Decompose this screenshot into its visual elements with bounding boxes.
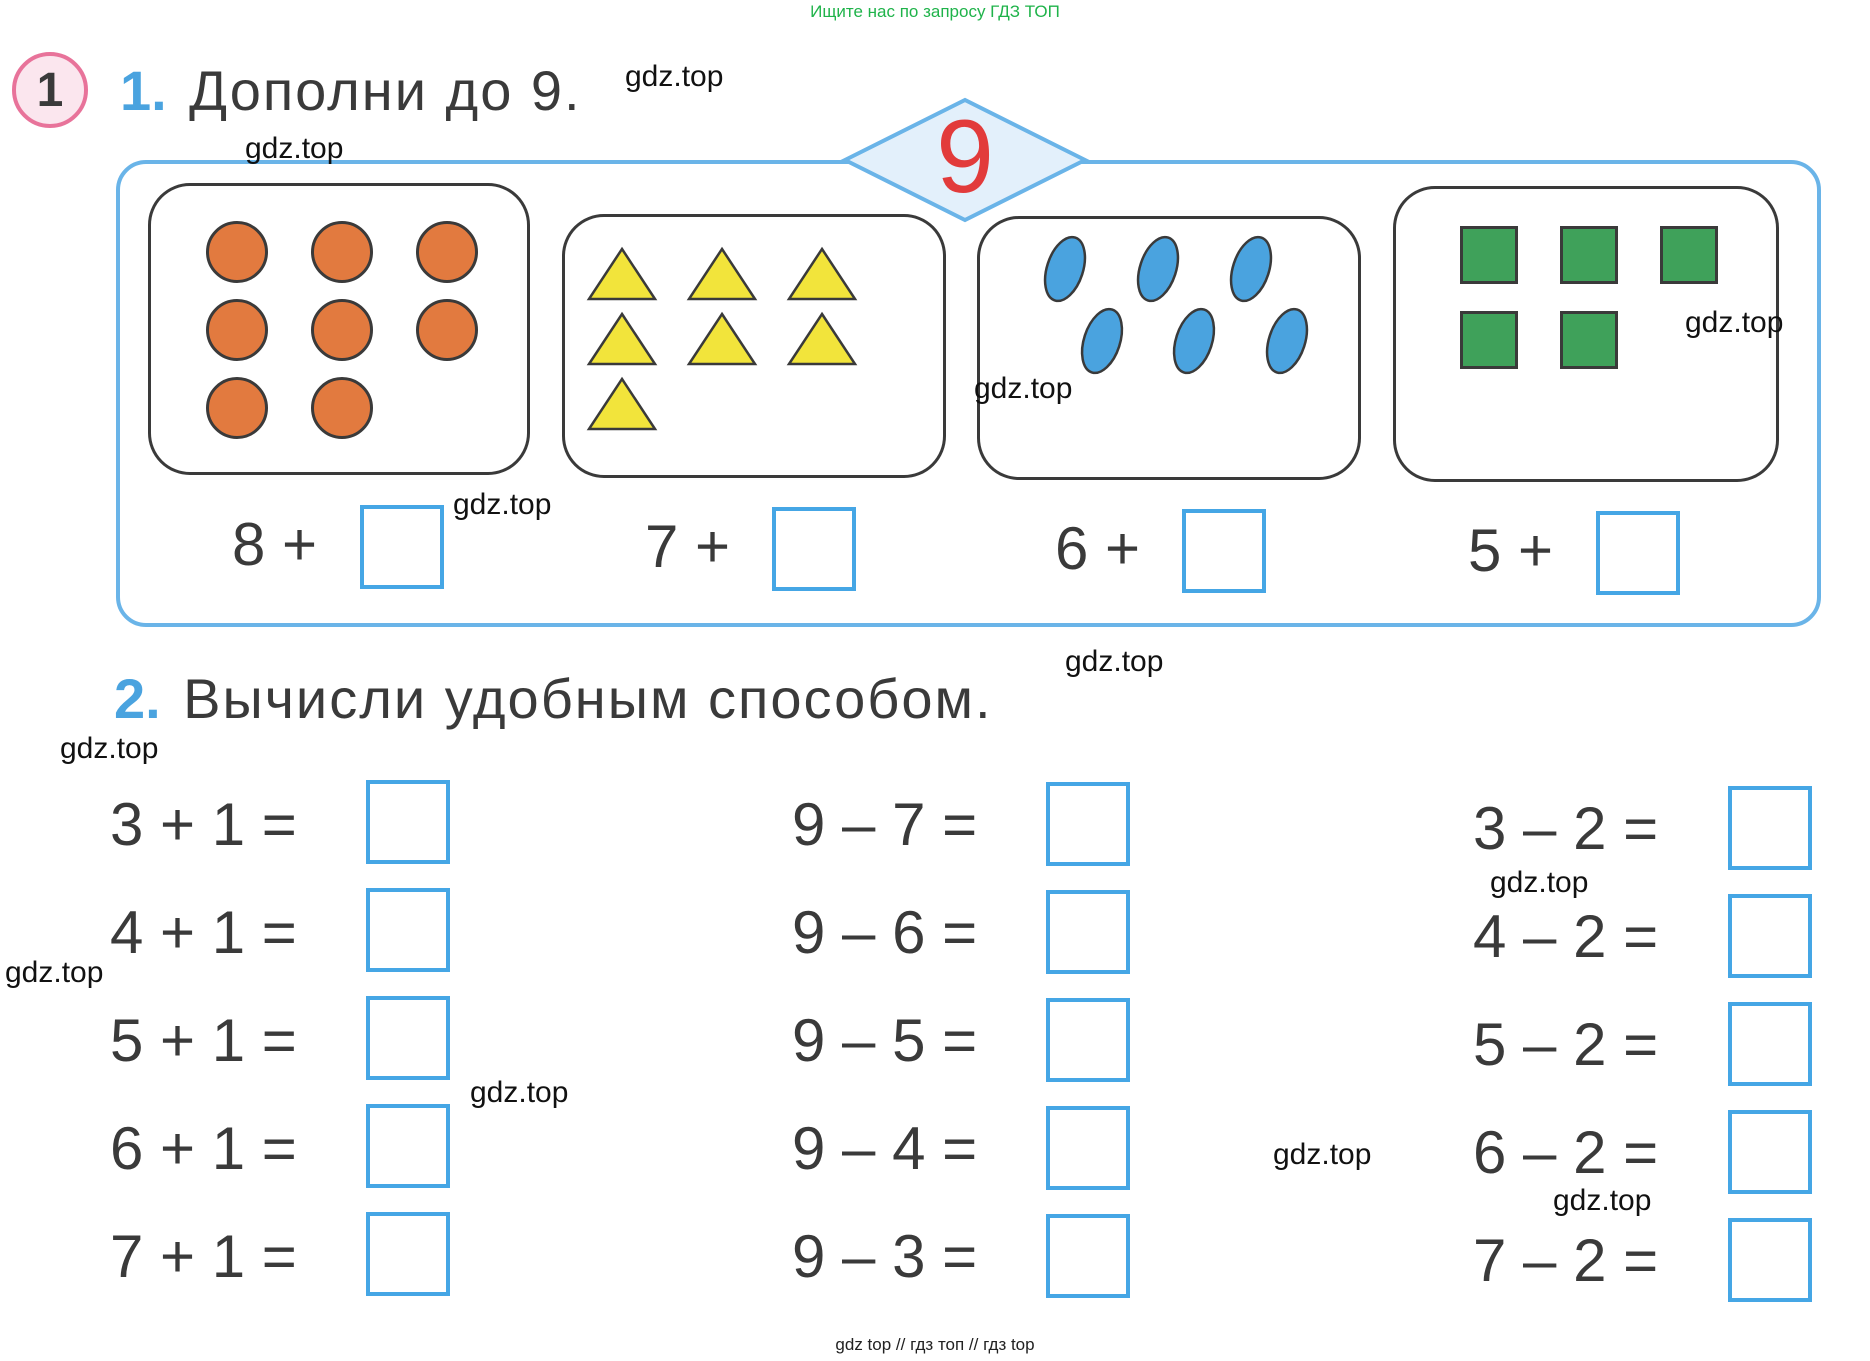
- triangle-shape: [589, 314, 655, 364]
- square-shape: [1560, 226, 1618, 284]
- task2-expression: 4 + 1 =: [110, 899, 297, 966]
- watermark-text: gdz.top: [974, 372, 1073, 405]
- task2-title: Вычисли удобным способом.: [183, 667, 993, 730]
- triangle-shape: [589, 379, 655, 429]
- answer-box[interactable]: [366, 780, 450, 864]
- watermark-text: gdz.top: [625, 60, 724, 93]
- task1-expression: 8 +: [232, 511, 318, 578]
- answer-box[interactable]: [1046, 1106, 1130, 1190]
- task2-expression: 5 + 1 =: [110, 1007, 297, 1074]
- task2-expression: 3 – 2 =: [1473, 795, 1659, 862]
- group-card-ovals: [977, 216, 1361, 480]
- answer-box[interactable]: [366, 996, 450, 1080]
- task2-expression: 3 + 1 =: [110, 791, 297, 858]
- task2-expression: 4 – 2 =: [1473, 903, 1659, 970]
- triangle-shape: [789, 314, 855, 364]
- task2-expression: 9 – 5 =: [792, 1007, 978, 1074]
- answer-box[interactable]: [1728, 1002, 1812, 1086]
- circle-shape: [311, 299, 373, 361]
- answer-box[interactable]: [366, 1212, 450, 1296]
- task1-title: Дополни до 9.: [189, 59, 582, 122]
- answer-box[interactable]: [1182, 509, 1266, 593]
- task2-expression: 5 – 2 =: [1473, 1011, 1659, 1078]
- watermark-text: gdz.top: [1273, 1138, 1372, 1171]
- answer-box[interactable]: [1596, 511, 1680, 595]
- triangle-shape: [689, 249, 755, 299]
- oval-shape: [1224, 232, 1279, 306]
- watermark-text: gdz.top: [5, 956, 104, 989]
- answer-box[interactable]: [360, 505, 444, 589]
- square-shape: [1660, 226, 1718, 284]
- task1-expression: 7 +: [645, 513, 731, 580]
- answer-box[interactable]: [1046, 1214, 1130, 1298]
- task2-expression: 9 – 6 =: [792, 899, 978, 966]
- target-number: 9: [936, 99, 994, 215]
- watermark-text: gdz.top: [1490, 866, 1589, 899]
- answer-box[interactable]: [1728, 1110, 1812, 1194]
- answer-box[interactable]: [1728, 786, 1812, 870]
- triangle-shape: [789, 249, 855, 299]
- answer-box[interactable]: [1046, 782, 1130, 866]
- watermark-text: gdz.top: [245, 132, 344, 165]
- top-banner: Ищите нас по запросу ГДЗ ТОП: [810, 2, 1060, 21]
- task2-expression: 6 – 2 =: [1473, 1119, 1659, 1186]
- lesson-number-badge: 1: [12, 52, 88, 128]
- oval-shape: [1075, 304, 1130, 378]
- circle-shape: [206, 221, 268, 283]
- circle-shape: [311, 377, 373, 439]
- group-card-circles: [148, 183, 530, 475]
- watermark-text: gdz.top: [1685, 306, 1784, 339]
- watermark-text: gdz.top: [470, 1076, 569, 1109]
- watermark-text: gdz.top: [1553, 1184, 1652, 1217]
- task2-number: 2.: [114, 667, 161, 730]
- task2-expression: 9 – 4 =: [792, 1115, 978, 1182]
- task1-heading: [120, 58, 582, 123]
- group-card-triangles: [562, 214, 946, 478]
- circle-shape: [311, 221, 373, 283]
- watermark-text: gdz.top: [453, 488, 552, 521]
- answer-box[interactable]: [1728, 1218, 1812, 1302]
- task1-number: 1.: [120, 59, 167, 122]
- oval-shape: [1260, 304, 1315, 378]
- answer-box[interactable]: [1046, 890, 1130, 974]
- watermark-text: gdz.top: [60, 732, 159, 765]
- triangle-shape: [689, 314, 755, 364]
- answer-box[interactable]: [1728, 894, 1812, 978]
- circle-shape: [416, 299, 478, 361]
- task2-expression: 9 – 3 =: [792, 1223, 978, 1290]
- square-shape: [1460, 226, 1518, 284]
- task2-expression: 7 – 2 =: [1473, 1227, 1659, 1294]
- circle-shape: [206, 299, 268, 361]
- triangles-group: [565, 217, 945, 477]
- triangle-shape: [589, 249, 655, 299]
- circle-shape: [206, 377, 268, 439]
- ovals-group: [980, 219, 1360, 479]
- square-shape: [1560, 311, 1618, 369]
- circle-shape: [416, 221, 478, 283]
- task2-expression: 6 + 1 =: [110, 1115, 297, 1182]
- answer-box[interactable]: [1046, 998, 1130, 1082]
- oval-shape: [1131, 232, 1186, 306]
- square-shape: [1460, 311, 1518, 369]
- task1-expression: 5 +: [1468, 517, 1554, 584]
- task1-expression: 6 +: [1055, 515, 1141, 582]
- watermark-text: gdz.top: [1065, 645, 1164, 678]
- answer-box[interactable]: [772, 507, 856, 591]
- task2-expression: 9 – 7 =: [792, 791, 978, 858]
- task2-expression: 7 + 1 =: [110, 1223, 297, 1290]
- oval-shape: [1167, 304, 1222, 378]
- task2-heading: [114, 666, 993, 731]
- answer-box[interactable]: [366, 888, 450, 972]
- bottom-banner: gdz top // гдз топ // гдз top: [835, 1335, 1035, 1354]
- oval-shape: [1038, 232, 1093, 306]
- answer-box[interactable]: [366, 1104, 450, 1188]
